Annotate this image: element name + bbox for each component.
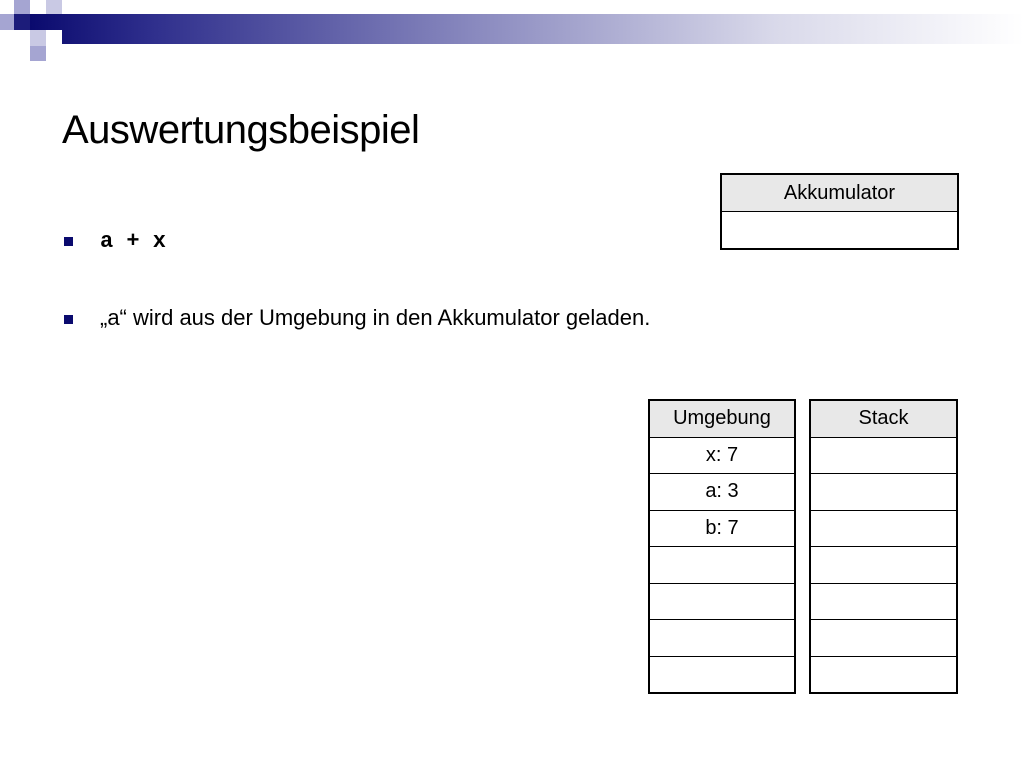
umgebung-cell (649, 620, 795, 657)
umgebung-cell: a: 3 (649, 474, 795, 511)
stack-cell (810, 620, 957, 657)
umgebung-cell (649, 547, 795, 584)
bullet-square-icon (64, 237, 73, 246)
deco-square (46, 0, 62, 14)
umgebung-table (648, 399, 796, 694)
stack-cell (810, 583, 957, 620)
akkumulator-header: Akkumulator (721, 174, 958, 212)
umgebung-header: Umgebung (649, 400, 795, 437)
deco-square (14, 0, 30, 14)
stack-cell (810, 510, 957, 547)
akkumulator-table (720, 173, 959, 250)
deco-square (62, 0, 78, 14)
umgebung-cell: x: 7 (649, 437, 795, 474)
deco-square (0, 0, 14, 14)
deco-square (0, 14, 14, 30)
bullet-code-expression: a + x (100, 229, 167, 254)
deco-square (46, 30, 62, 46)
umgebung-cell (649, 583, 795, 620)
deco-square (30, 46, 46, 61)
stack-header: Stack (810, 400, 957, 437)
slide-title: Auswertungsbeispiel (62, 108, 420, 152)
umgebung-cell (649, 656, 795, 693)
stack-cell (810, 474, 957, 511)
umgebung-cell: b: 7 (649, 510, 795, 547)
deco-square (30, 30, 46, 46)
stack-table (809, 399, 958, 694)
header-gradient-bar (30, 14, 1024, 44)
akkumulator-value (721, 212, 958, 250)
deco-square (14, 14, 30, 30)
bullet-description: „a“ wird aus der Umgebung in den Akkumulator geladen. (100, 305, 651, 330)
stack-cell (810, 547, 957, 584)
stack-cell (810, 437, 957, 474)
bullet-square-icon (64, 315, 73, 324)
stack-cell (810, 656, 957, 693)
